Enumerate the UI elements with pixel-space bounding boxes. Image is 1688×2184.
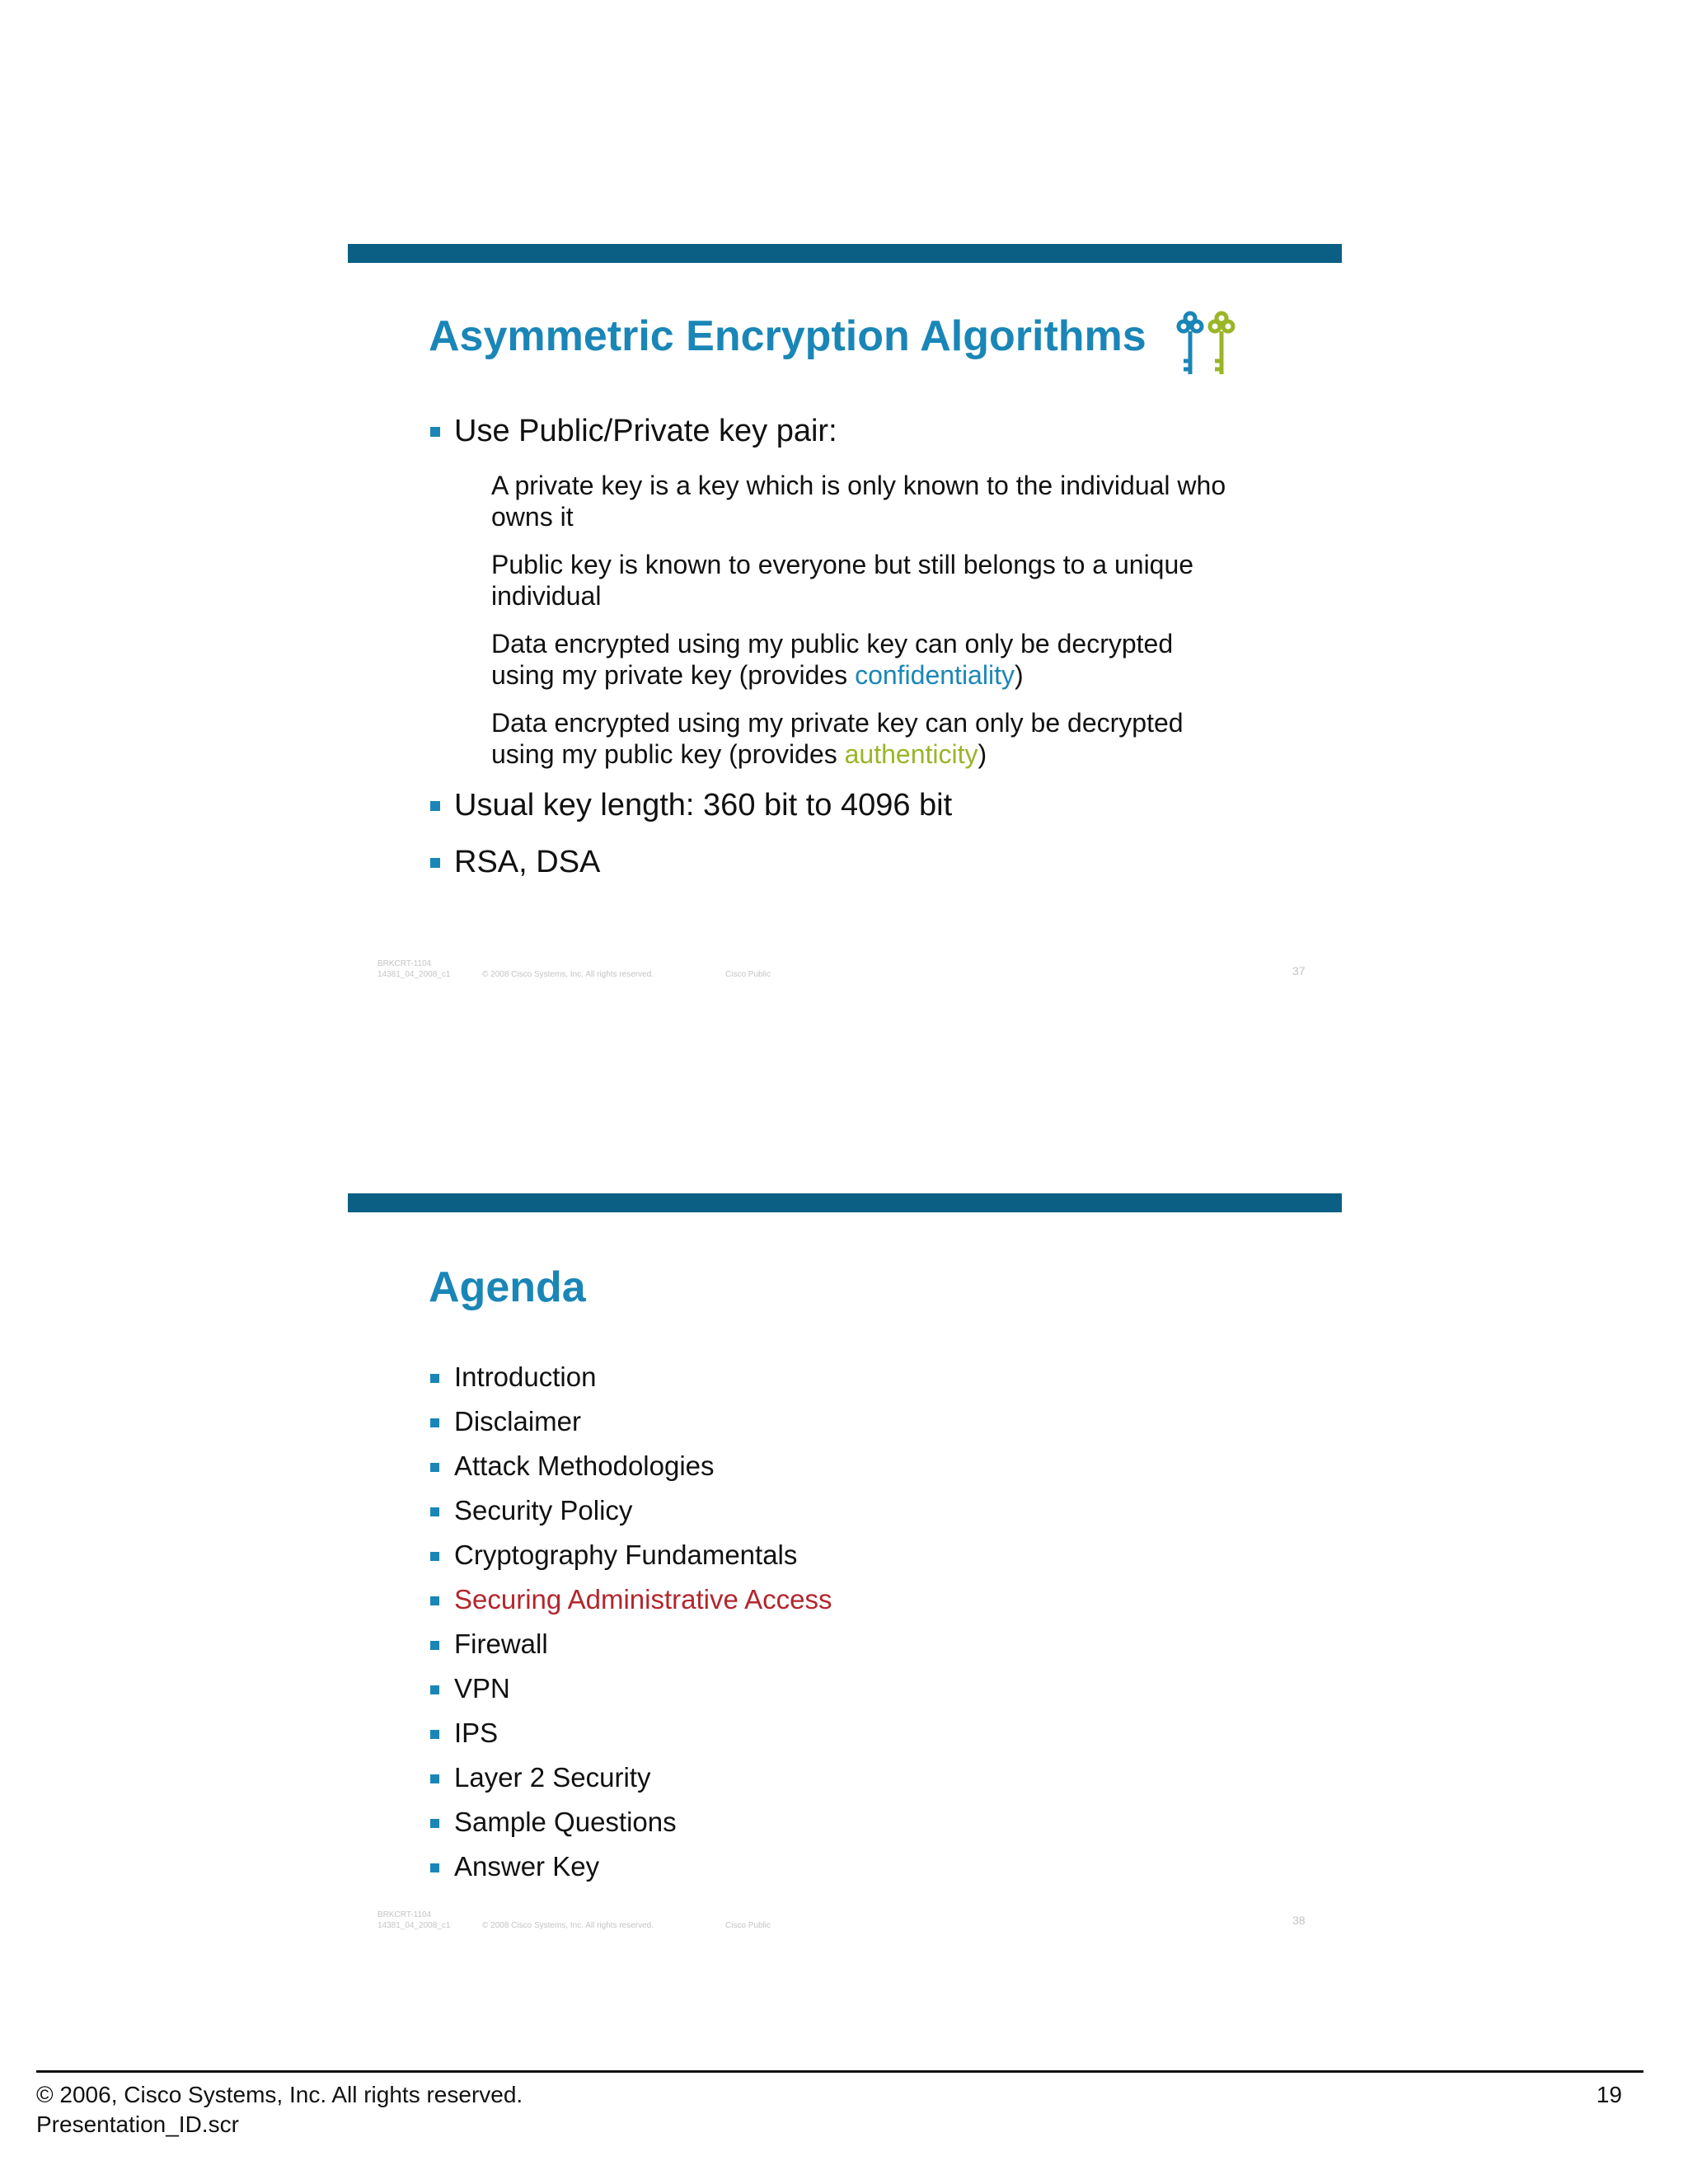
sub-text: using my private key (provides xyxy=(491,660,856,690)
bullet-marker xyxy=(430,427,440,437)
sub-private-key xyxy=(491,470,1266,532)
sub-private-encrypt xyxy=(491,707,1266,770)
agenda-item-text: Firewall xyxy=(454,1629,548,1659)
bullet-marker xyxy=(430,1596,439,1605)
bullet-marker xyxy=(430,1641,439,1650)
bullet-text: Use Public/Private key pair: xyxy=(454,414,837,448)
slide-title: Asymmetric Encryption Algorithms xyxy=(429,312,1146,360)
agenda-item-text: Attack Methodologies xyxy=(454,1451,715,1481)
footer-id: 14381_04_2008_c1 xyxy=(377,970,451,979)
sub-line xyxy=(491,659,1266,691)
bullet-marker xyxy=(430,1418,439,1427)
bullet-marker xyxy=(430,1863,439,1872)
footer-copyright: © 2008 Cisco Systems, Inc. All rights reserved. xyxy=(482,1921,654,1930)
agenda-item-text: Layer 2 Security xyxy=(454,1762,651,1793)
agenda-item-text: VPN xyxy=(454,1673,510,1704)
authenticity-highlight: authenticity xyxy=(844,739,978,769)
agenda-item-text: Introduction xyxy=(454,1361,597,1392)
sub-line: A private key is a key which is only known to the individual who xyxy=(491,471,1226,500)
agenda-item-text: Answer Key xyxy=(454,1851,600,1882)
agenda-item-text: Disclaimer xyxy=(454,1406,582,1436)
bullet-marker xyxy=(430,1552,439,1561)
footer-id: 14381_04_2008_c1 xyxy=(377,1921,451,1930)
page-file-name: Presentation_ID.scr xyxy=(36,2111,239,2137)
keys-icon xyxy=(1172,310,1241,379)
confidentiality-highlight: confidentiality xyxy=(855,660,1015,690)
footer-label: Cisco Public xyxy=(725,1921,771,1930)
page-footer xyxy=(36,2080,523,2139)
footer-copyright: © 2008 Cisco Systems, Inc. All rights reserved. xyxy=(482,970,654,979)
agenda-item-text: Sample Questions xyxy=(454,1807,677,1837)
bullet-text: Usual key length: 360 bit to 4096 bit xyxy=(454,788,953,823)
bullet-marker xyxy=(430,858,440,868)
sub-text: using my public key (provides xyxy=(491,739,845,769)
bullet-marker xyxy=(430,1463,439,1472)
sub-public-key xyxy=(491,549,1266,612)
sub-public-encrypt xyxy=(491,628,1266,691)
footer-code: BRKCRT-1104 xyxy=(377,959,432,968)
footer-label: Cisco Public xyxy=(725,970,771,979)
bullet-marker xyxy=(430,1685,439,1694)
agenda-item-text: Securing Administrative Access xyxy=(454,1584,832,1615)
sub-line: Data encrypted using my public key can only be decrypted xyxy=(491,629,1174,658)
sub-text: ) xyxy=(978,739,987,769)
agenda-item-text: IPS xyxy=(454,1718,499,1748)
sub-text: ) xyxy=(1014,660,1024,690)
sub-line xyxy=(491,738,1266,770)
sub-line: owns it xyxy=(491,502,574,532)
sub-line: Public key is known to everyone but still belongs to a unique xyxy=(491,550,1194,579)
sub-line: individual xyxy=(491,581,602,611)
bullet-marker xyxy=(430,1774,439,1783)
bullet-marker xyxy=(430,1819,439,1828)
slide-title: Agenda xyxy=(429,1263,586,1311)
bullet-text: RSA, DSA xyxy=(454,845,601,879)
slide-asymmetric-encryption xyxy=(348,244,1342,1002)
agenda-item-text: Security Policy xyxy=(454,1495,633,1526)
agenda-item-text: Cryptography Fundamentals xyxy=(454,1540,798,1570)
bullet-marker xyxy=(430,1374,439,1383)
slide-header-bar xyxy=(348,244,1342,263)
bullet-marker xyxy=(430,801,440,811)
page-number: 19 xyxy=(1596,2082,1622,2107)
slide-number: 38 xyxy=(1292,1914,1306,1927)
slide-number: 37 xyxy=(1292,964,1306,977)
bullet-marker xyxy=(430,1507,439,1516)
slide-header-bar xyxy=(348,1193,1342,1212)
page-copyright: © 2006, Cisco Systems, Inc. All rights reserved. xyxy=(36,2082,523,2107)
slide-agenda xyxy=(348,1193,1342,1952)
bullet-marker xyxy=(430,1730,439,1739)
footer-code: BRKCRT-1104 xyxy=(377,1910,432,1919)
page-footer-rule xyxy=(36,2070,1643,2073)
sub-line: Data encrypted using my private key can only be decrypted xyxy=(491,708,1184,738)
